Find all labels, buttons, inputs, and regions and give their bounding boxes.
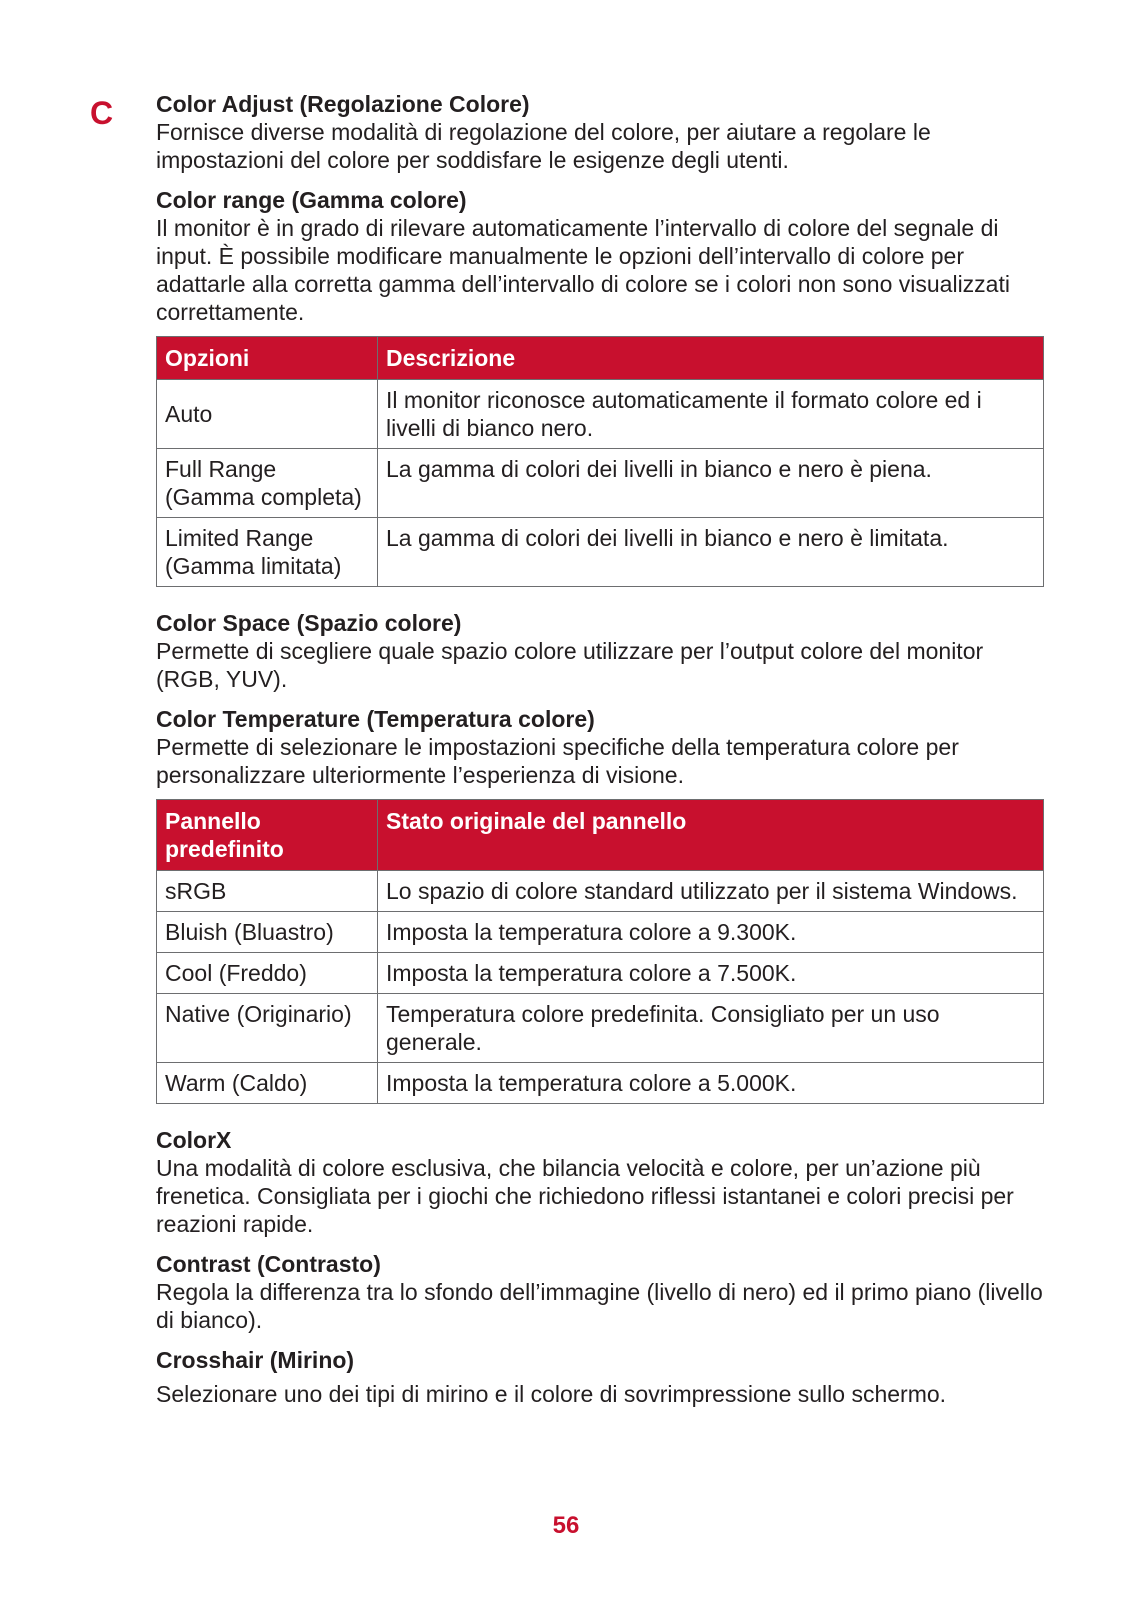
page-content — [156, 90, 1044, 1420]
color-adjust-title: Color Adjust (Regolazione Colore) — [156, 91, 530, 117]
section-color-space — [156, 609, 1044, 693]
contrast-text: Regola la differenza tra lo sfondo dell’immagine (livello di nero) ed il primo piano (livello di bianco). — [156, 1279, 1043, 1333]
page-number: 56 — [552, 1512, 580, 1539]
section-letter: C — [90, 95, 114, 131]
section-color-adjust — [156, 90, 1044, 174]
header-panel-state: Stato originale del pannello — [378, 800, 1044, 871]
color-space-title: Color Space (Spazio colore) — [156, 610, 462, 636]
table-cell-description: La gamma di colori dei livelli in bianco e nero è limitata. — [378, 518, 1044, 587]
table-row — [157, 380, 1044, 449]
table-cell-option: Limited Range (Gamma limitata) — [157, 518, 378, 587]
color-space-text: Permette di scegliere quale spazio colore utilizzare per l’output colore del monitor (RGB, YUV). — [156, 638, 984, 692]
table-cell-description: Imposta la temperatura colore a 5.000K. — [378, 1063, 1044, 1104]
header-preset-panel: Pannello predefinito — [157, 800, 378, 871]
color-range-table — [156, 336, 1044, 587]
table-header-row — [157, 337, 1044, 380]
section-colorx — [156, 1126, 1044, 1238]
color-range-text: Il monitor è in grado di rilevare automaticamente l’intervallo di colore del segnale di input. È possibile modificare manualmente le opzioni dell’intervallo di colore per adattarle alla corretta gamma dell’intervallo di colore se i colori non sono visualizzati correttamente. — [156, 215, 1010, 325]
header-description: Descrizione — [378, 337, 1044, 380]
crosshair-text: Selezionare uno dei tipi di mirino e il colore di sovrimpressione sullo schermo. — [156, 1381, 947, 1407]
section-color-temperature — [156, 705, 1044, 1104]
section-contrast — [156, 1250, 1044, 1334]
table-cell-option: sRGB — [157, 871, 378, 912]
table-row — [157, 912, 1044, 953]
table-cell-description: Il monitor riconosce automaticamente il formato colore ed i livelli di bianco nero. — [378, 380, 1044, 449]
table-header-row — [157, 800, 1044, 871]
table-cell-description: Imposta la temperatura colore a 9.300K. — [378, 912, 1044, 953]
table-cell-option: Bluish (Bluastro) — [157, 912, 378, 953]
table-cell-option: Auto — [157, 380, 378, 449]
table-row — [157, 994, 1044, 1063]
color-adjust-text: Fornisce diverse modalità di regolazione del colore, per aiutare a regolare le impostazioni del colore per soddisfare le esigenze degli utenti. — [156, 119, 931, 173]
table-cell-description: La gamma di colori dei livelli in bianco e nero è piena. — [378, 449, 1044, 518]
color-temperature-title: Color Temperature (Temperatura colore) — [156, 706, 595, 732]
table-row — [157, 953, 1044, 994]
colorx-title: ColorX — [156, 1127, 232, 1153]
contrast-title: Contrast (Contrasto) — [156, 1251, 381, 1277]
table-row — [157, 449, 1044, 518]
table-row — [157, 1063, 1044, 1104]
table-cell-description: Imposta la temperatura colore a 7.500K. — [378, 953, 1044, 994]
section-color-range — [156, 186, 1044, 587]
color-range-title: Color range (Gamma colore) — [156, 187, 467, 213]
table-cell-option: Native (Originario) — [157, 994, 378, 1063]
table-cell-option: Cool (Freddo) — [157, 953, 378, 994]
table-row — [157, 871, 1044, 912]
table-cell-description: Temperatura colore predefinita. Consigliato per un uso generale. — [378, 994, 1044, 1063]
colorx-text: Una modalità di colore esclusiva, che bilancia velocità e colore, per un’azione più frenetica. Consigliata per i giochi che richiedono riflessi istantanei e colori precisi per reazioni rapide. — [156, 1155, 1014, 1237]
crosshair-title: Crosshair (Mirino) — [156, 1347, 355, 1373]
header-options: Opzioni — [157, 337, 378, 380]
table-row — [157, 518, 1044, 587]
table-cell-option: Full Range (Gamma completa) — [157, 449, 378, 518]
color-temperature-text: Permette di selezionare le impostazioni specifiche della temperatura colore per personalizzare ulteriormente l’esperienza di visione. — [156, 734, 959, 788]
section-crosshair — [156, 1346, 1044, 1408]
table-cell-description: Lo spazio di colore standard utilizzato per il sistema Windows. — [378, 871, 1044, 912]
table-cell-option: Warm (Caldo) — [157, 1063, 378, 1104]
color-temperature-table — [156, 799, 1044, 1104]
